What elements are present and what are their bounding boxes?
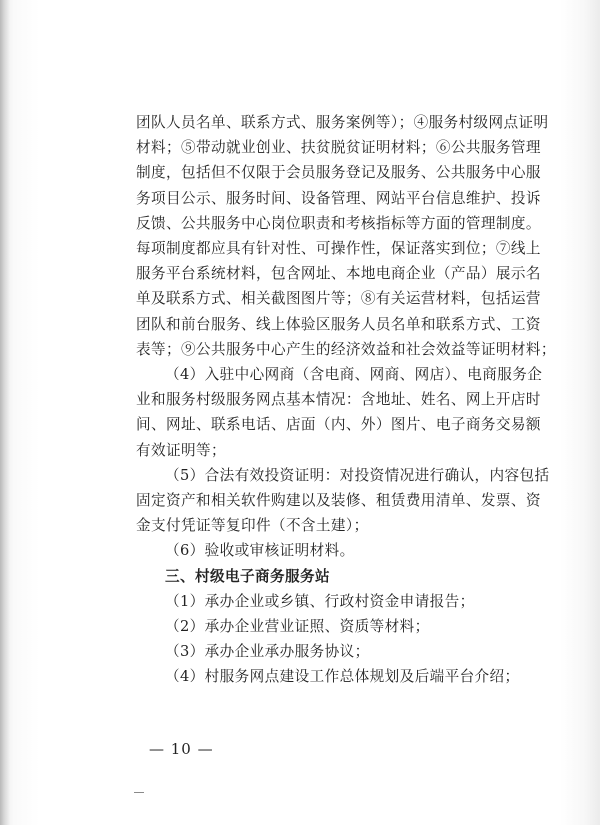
text-line: 材料；⑤带动就业创业、扶贫脱贫证明材料；⑥公共服务管理 bbox=[136, 139, 541, 157]
text-line: 每项制度都应具有针对性、可操作性，保证落实到位；⑦线上 bbox=[136, 240, 541, 258]
paragraph-item-4 bbox=[136, 362, 576, 463]
text-line: 有效证明等； bbox=[136, 441, 226, 459]
text-line: 间、网址、联系电话、店面（内、外）图片、电子商务交易额 bbox=[136, 416, 541, 434]
text-line: 业和服务村级服务网点基本情况：含地址、姓名、网上开店时 bbox=[136, 391, 541, 409]
text-line: （6）验收或审核证明材料。 bbox=[165, 542, 355, 560]
list-item: （2）承办企业营业证照、资质等材料； bbox=[165, 618, 430, 636]
text-line: 服务平台系统材料，包含网址、本地电商企业（产品）展示名 bbox=[136, 265, 541, 283]
list-item: （1）承办企业或乡镇、行政村资金申请报告； bbox=[165, 592, 475, 610]
text-line: 务项目公示、服务时间、设备管理、网站平台信息维护、投诉 bbox=[136, 189, 541, 207]
section-list bbox=[136, 589, 576, 690]
paragraph-item-5 bbox=[136, 463, 576, 539]
text-line: 金支付凭证等复印件（不含土建）； bbox=[136, 517, 369, 535]
text-line: 团队和前台服务、线上体验区服务人员名单和联系方式、工资 bbox=[136, 315, 541, 333]
scan-mark bbox=[134, 792, 144, 793]
text-line: 单及联系方式、相关截图图片等；⑧有关运营材料，包括运营 bbox=[136, 290, 541, 308]
text-line: （4）入驻中心网商（含电商、网商、网店）、电商服务企 bbox=[165, 366, 543, 384]
text-line: （5）合法有效投资证明：对投资情况进行确认，内容包括 bbox=[165, 466, 550, 484]
text-line: 表等；⑨公共服务中心产生的经济效益和社会效益等证明材料； bbox=[136, 340, 556, 358]
list-item: （3）承办企业承办服务协议； bbox=[165, 643, 370, 661]
paragraph-item-6 bbox=[136, 538, 576, 563]
text-line: 制度，包括但不仅限于会员服务登记及服务、公共服务中心服 bbox=[136, 164, 541, 182]
text-line: 团队人员名单、联系方式、服务案例等）；④服务村级网点证明 bbox=[136, 114, 549, 131]
page-number: — 10 — bbox=[149, 740, 214, 758]
paragraph-materials-continuation bbox=[136, 110, 576, 362]
list-item: （4）村服务网点建设工作总体规划及后端平台介绍； bbox=[165, 668, 520, 686]
text-line: 反馈、公共服务中心岗位职责和考核指标等方面的管理制度。 bbox=[136, 214, 541, 232]
scan-edge-shadow bbox=[0, 0, 10, 825]
document-body bbox=[136, 110, 576, 690]
text-line: 固定资产和相关软件购建以及装修、租赁费用清单、发票、资 bbox=[136, 492, 541, 510]
section-heading: 三、村级电子商务服务站 bbox=[165, 567, 330, 585]
